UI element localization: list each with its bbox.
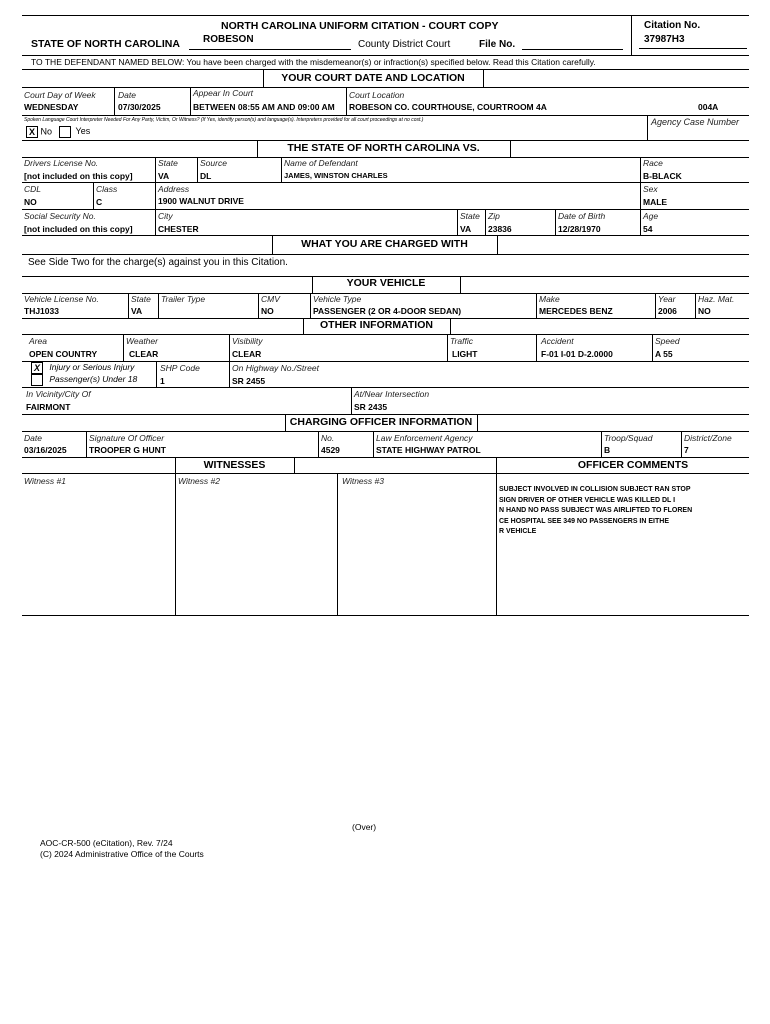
cdl-label: CDL bbox=[24, 184, 42, 194]
name-label: Name of Defendant bbox=[284, 158, 358, 168]
officer-comments bbox=[499, 485, 692, 538]
district-value: 7 bbox=[684, 445, 689, 455]
section-charging-officer: CHARGING OFFICER INFORMATION bbox=[289, 416, 473, 428]
dl-state: VA bbox=[158, 171, 170, 181]
injury-checkbox[interactable]: X bbox=[31, 362, 43, 374]
injury-label: Injury or Serious Injury bbox=[49, 362, 135, 373]
year-label: Year bbox=[658, 294, 676, 304]
race-value: B-BLACK bbox=[643, 171, 682, 181]
vicinity-value: FAIRMONT bbox=[26, 402, 71, 412]
visibility-label: Visibility bbox=[232, 336, 263, 346]
source-value: DL bbox=[200, 171, 212, 181]
charged-text: See Side Two for the charge(s) against you in this Citation. bbox=[28, 257, 288, 268]
no-checkbox[interactable]: X bbox=[26, 126, 38, 138]
dl-label: Drivers License No. bbox=[24, 158, 99, 168]
zip-label: Zip bbox=[488, 211, 500, 221]
age-label: Age bbox=[643, 211, 659, 221]
file-no-label: File No. bbox=[479, 39, 516, 50]
section-other-info: OTHER INFORMATION bbox=[320, 319, 433, 331]
no-label: No bbox=[40, 126, 53, 137]
form-title: NORTH CAROLINA UNIFORM CITATION - COURT COPY bbox=[221, 20, 499, 32]
officer-date-label: Date bbox=[24, 433, 42, 443]
section-officer-comments: OFFICER COMMENTS bbox=[577, 459, 689, 471]
highway-value: SR 2455 bbox=[232, 376, 266, 386]
witness-1-label: Witness #1 bbox=[24, 476, 66, 486]
court-location: ROBESON CO. COURTHOUSE, COURTROOM 4A bbox=[349, 102, 547, 112]
citation-no-label: Citation No. bbox=[644, 20, 701, 31]
cmv-value: NO bbox=[261, 306, 274, 316]
county-court-label: County District Court bbox=[358, 39, 451, 50]
signature-label: Signature Of Officer bbox=[89, 433, 165, 443]
defendant-name: JAMES, WINSTON CHARLES bbox=[284, 171, 388, 180]
make-label: Make bbox=[539, 294, 560, 304]
vehicle-type: PASSENGER (2 OR 4-DOOR SEDAN) bbox=[313, 306, 462, 316]
highway-label: On Highway No./Street bbox=[232, 363, 319, 373]
address-label: Address bbox=[158, 184, 190, 194]
section-vehicle: YOUR VEHICLE bbox=[346, 277, 426, 289]
dl-value: [not included on this copy] bbox=[24, 171, 133, 181]
comment-line: R VEHICLE bbox=[499, 528, 537, 535]
witness-2-label: Witness #2 bbox=[178, 476, 220, 486]
county-name: ROBESON bbox=[203, 34, 254, 45]
visibility-value: CLEAR bbox=[232, 349, 262, 359]
make-value: MERCEDES BENZ bbox=[539, 306, 613, 316]
section-defendant: THE STATE OF NORTH CAROLINA VS. bbox=[287, 142, 480, 154]
cdl-value: NO bbox=[24, 197, 37, 207]
plate-state-label: State bbox=[131, 294, 151, 304]
address-value: 1900 WALNUT DRIVE bbox=[158, 196, 244, 206]
intersection-label: At/Near Intersection bbox=[354, 389, 430, 399]
cmv-label: CMV bbox=[261, 294, 280, 304]
court-day-label: Court Day of Week bbox=[24, 90, 96, 100]
dob-value: 12/28/1970 bbox=[558, 224, 601, 234]
officer-no: 4529 bbox=[321, 445, 340, 455]
court-location-label: Court Location bbox=[349, 90, 405, 100]
comment-line: SUBJECT INVOLVED IN COLLISION SUBJECT RAN STOP bbox=[499, 486, 691, 493]
appear-label: Appear In Court bbox=[193, 88, 254, 98]
source-label: Source bbox=[200, 158, 227, 168]
speed-label: Speed bbox=[655, 336, 680, 346]
plate-state: VA bbox=[131, 306, 143, 316]
intersection-value: SR 2435 bbox=[354, 402, 388, 412]
ssn-label: Social Security No. bbox=[24, 211, 96, 221]
court-date-label: Date bbox=[118, 90, 136, 100]
shp-value: 1 bbox=[160, 376, 165, 386]
officer-no-label: No. bbox=[321, 433, 335, 443]
age-value: 54 bbox=[643, 224, 653, 234]
yes-label: Yes bbox=[75, 126, 91, 137]
over-note: (Over) bbox=[352, 822, 377, 832]
court-day: WEDNESDAY bbox=[24, 102, 79, 112]
plate-value: THJ1033 bbox=[24, 306, 59, 316]
class-label: Class bbox=[96, 184, 118, 194]
trailer-label: Trailer Type bbox=[161, 294, 206, 304]
comment-line: SIGN DRIVER OF OTHER VEHICLE WAS KILLED DL I bbox=[499, 496, 676, 504]
shp-label: SHP Code bbox=[160, 363, 200, 373]
citation-no: 37987H3 bbox=[644, 34, 685, 45]
interpreter-question: Spoken Language Court Interpreter Needed For Any Party, Victim, Or Witness? (If Yes, identify person(s) and language(s). Interpreters provided for all court proceedings at no cost.) bbox=[24, 117, 424, 123]
form-number: AOC-CR-500 (eCitation), Rev. 7/24 bbox=[40, 838, 173, 848]
year-value: 2006 bbox=[658, 306, 677, 316]
city-value: CHESTER bbox=[158, 224, 199, 234]
vicinity-label: In Vicinity/City Of bbox=[26, 389, 91, 399]
agency-label: Law Enforcement Agency bbox=[376, 433, 473, 443]
area-value: OPEN COUNTRY bbox=[29, 349, 98, 359]
comment-line: N HAND NO PASS SUBJECT WAS AIRLIFTED TO FLOREN bbox=[499, 507, 693, 514]
section-witnesses: WITNESSES bbox=[203, 459, 266, 471]
troop-value: B bbox=[604, 445, 611, 455]
traffic-value: LIGHT bbox=[452, 349, 478, 359]
troop-label: Troop/Squad bbox=[604, 433, 653, 443]
state-title: STATE OF NORTH CAROLINA bbox=[31, 38, 180, 50]
defendant-notice: TO THE DEFENDANT NAMED BELOW: You have been charged with the misdemeanor(s) or infraction(s) specified below. Read this Citation carefully. bbox=[31, 57, 596, 67]
agency-value: STATE HIGHWAY PATROL bbox=[376, 445, 481, 455]
section-charged: WHAT YOU ARE CHARGED WITH bbox=[301, 238, 468, 250]
agency-case-label: Agency Case Number bbox=[651, 117, 740, 127]
under18-checkbox[interactable] bbox=[31, 374, 43, 386]
weather-label: Weather bbox=[126, 336, 158, 346]
comment-line: CE HOSPITAL SEE 349 NO PASSENGERS IN EITHE bbox=[499, 517, 669, 525]
addr-state-label: State bbox=[460, 211, 480, 221]
plate-label: Vehicle License No. bbox=[24, 294, 99, 304]
hazmat-value: NO bbox=[698, 306, 711, 316]
traffic-label: Traffic bbox=[450, 336, 473, 346]
accident-label: Accident bbox=[541, 336, 574, 346]
copyright: (C) 2024 Administrative Office of the Courts bbox=[40, 849, 204, 859]
yes-checkbox[interactable] bbox=[59, 126, 71, 138]
city-label: City bbox=[158, 211, 173, 221]
sex-value: MALE bbox=[643, 197, 668, 207]
speed-value: A 55 bbox=[655, 349, 673, 359]
under18-option[interactable] bbox=[31, 374, 137, 386]
dl-state-label: State bbox=[158, 158, 178, 168]
district-label: District/Zone bbox=[684, 433, 732, 443]
appear-time: BETWEEN 08:55 AM AND 09:00 AM bbox=[193, 102, 335, 112]
interpreter-no[interactable] bbox=[26, 126, 52, 138]
section-court-date: YOUR COURT DATE AND LOCATION bbox=[281, 72, 465, 84]
hazmat-label: Haz. Mat. bbox=[698, 294, 735, 304]
area-label: Area bbox=[29, 336, 47, 346]
accident-value: F-01 I-01 D-2.0000 bbox=[541, 349, 613, 359]
race-label: Race bbox=[643, 158, 663, 168]
ssn-value: [not included on this copy] bbox=[24, 224, 133, 234]
court-room: 004A bbox=[698, 102, 719, 112]
class-value: C bbox=[96, 197, 103, 207]
sex-label: Sex bbox=[643, 184, 658, 194]
injury-option[interactable] bbox=[31, 362, 134, 374]
interpreter-yes[interactable] bbox=[59, 126, 90, 138]
witness-3-label: Witness #3 bbox=[342, 476, 384, 486]
under18-label: Passenger(s) Under 18 bbox=[49, 374, 138, 385]
zip-value: 23836 bbox=[488, 224, 512, 234]
officer-date: 03/16/2025 bbox=[24, 445, 67, 455]
signature-value: TROOPER G HUNT bbox=[89, 445, 166, 455]
vehicle-type-label: Vehicle Type bbox=[313, 294, 362, 304]
dob-label: Date of Birth bbox=[558, 211, 606, 221]
court-date: 07/30/2025 bbox=[118, 102, 161, 112]
weather-value: CLEAR bbox=[129, 349, 159, 359]
addr-state: VA bbox=[460, 224, 472, 234]
